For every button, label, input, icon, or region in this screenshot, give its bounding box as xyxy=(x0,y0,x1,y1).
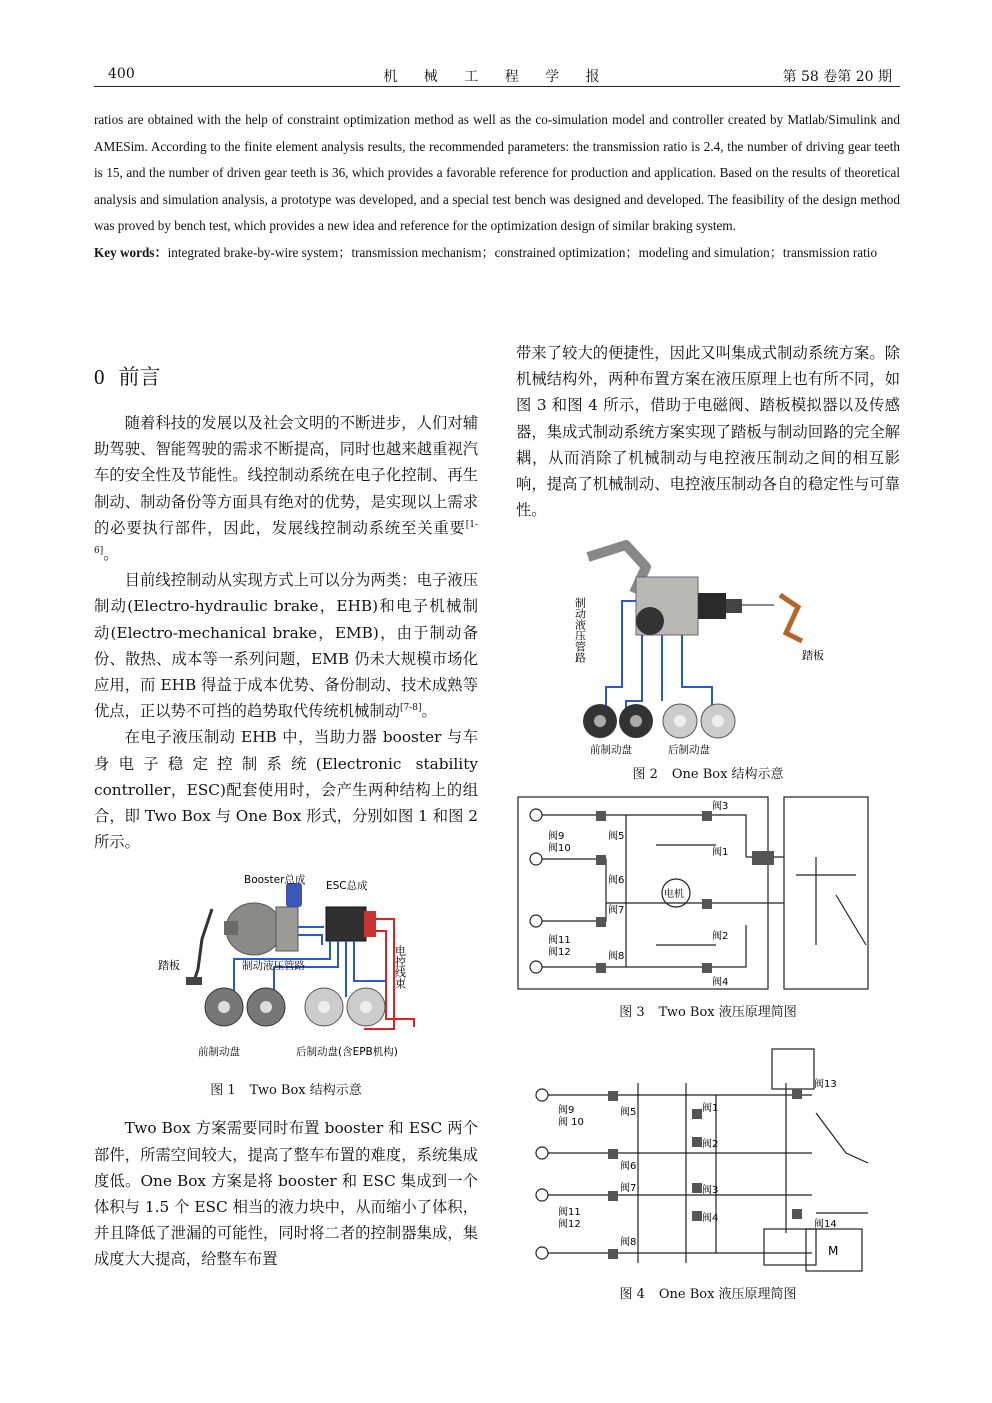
right-column xyxy=(516,340,900,1305)
fig3-v5-label: 阀5 xyxy=(608,831,625,843)
keywords-label: Key words： xyxy=(94,244,168,260)
citation-ref: [7-8] xyxy=(399,703,422,714)
volume-issue: 第 58 卷第 20 期 xyxy=(782,69,892,85)
left-column xyxy=(94,340,478,1273)
paragraph-1 xyxy=(94,410,478,567)
fig2-pipe-text: 制动液压管路 xyxy=(573,597,587,664)
two-box-structure-illustration xyxy=(94,869,478,1069)
fig4-v3-label: 阀3 xyxy=(702,1185,719,1197)
fig4-v9-label: 阀9 xyxy=(558,1105,575,1117)
paragraph-3: 在电子液压制动 EHB 中，当助力器 booster 与车身电子稳定控制系统(Electronic stability controller，ESC)配套使用时，会产生两种结构上的组合，即 Two Box 与 One Box 形式，分别如图 1 和图 2 所示。 xyxy=(94,728,478,852)
fig4-v13-label: 阀13 xyxy=(814,1079,837,1091)
running-head xyxy=(94,64,900,87)
fig2-rear-disc-label: 后制动盘 xyxy=(668,744,710,756)
figure-3-number: 图 3 xyxy=(619,1005,645,1021)
fig4-v12-label: 阀12 xyxy=(558,1219,581,1231)
figure-1-caption xyxy=(94,1081,478,1101)
citation-ref: [1-6] xyxy=(94,519,478,556)
two-box-hydraulic-schematic xyxy=(516,795,900,993)
fig4-motor-label: M xyxy=(828,1244,839,1259)
fig3-v11-label: 阀11 xyxy=(548,935,571,947)
figure-4-caption xyxy=(516,1285,900,1305)
keywords-text: integrated brake-by-wire system；transmission mechanism；constrained optimization；modeling and simulation；transmission ratio xyxy=(167,244,878,260)
one-box-hydraulic-schematic xyxy=(516,1043,900,1275)
fig3-v7-label: 阀7 xyxy=(608,905,625,917)
figure-3-title: Two Box 液压原理简图 xyxy=(658,1005,797,1021)
figure-1-number: 图 1 xyxy=(210,1083,236,1099)
figure-1-title: Two Box 结构示意 xyxy=(249,1083,362,1099)
fig3-v8-label: 阀8 xyxy=(608,951,625,963)
fig3-v6-label: 阀6 xyxy=(608,875,625,887)
fig4-v2-label: 阀2 xyxy=(702,1139,719,1151)
fig1-front-disc-label: 前制动盘 xyxy=(198,1046,240,1059)
paragraph-1-end: 。 xyxy=(103,545,119,564)
fig3-v12-label: 阀12 xyxy=(548,947,571,959)
section-heading xyxy=(94,362,478,392)
paragraph-5: 带来了较大的便捷性，因此又叫集成式制动系统方案。除机械结构外，两种布置方案在液压原理上也有所不同，如图 3 和图 4 所示，借助于电磁阀、踏板模拟器以及传感器，集成式制动系统方案实现了踏板与制动回路的完全解耦，从而消除了机械制动与电控液压制动之间的相互影响，提高了机械制动、电控液压制动各自的稳定性与可靠性。 xyxy=(516,344,900,520)
paragraph-2 xyxy=(94,567,478,724)
fig3-motor-label: 电机 xyxy=(664,889,684,901)
fig3-v9-label: 阀9 xyxy=(548,831,565,843)
fig4-v1-label: 阀1 xyxy=(702,1103,719,1115)
figure-2 xyxy=(516,537,900,785)
fig1-esc-label: ESC总成 xyxy=(326,880,368,893)
fig1-harness-text: 电控线束 xyxy=(393,945,407,990)
journal-name: 机 械 工 程 学 报 xyxy=(383,69,611,85)
section-number: 0 xyxy=(94,365,105,389)
figure-1 xyxy=(94,869,478,1101)
fig2-pedal-label: 踏板 xyxy=(802,649,824,663)
paragraph-2-text: 目前线控制动从实现方式上可以分为两类：电子液压制动(Electro-hydraulic brake，EHB)和电子机械制动(Electro-mechanical brake，EMB)，由于制动备份、散热、成本等一系列问题，EMB 仍未大规模市场化应用，而 EHB 得益于成本优势、备份制动、技术成熟等优点，正以势不可挡的趋势取代传统机械制动 xyxy=(94,571,478,721)
figure-4 xyxy=(516,1043,900,1305)
fig1-harness-label xyxy=(394,944,407,989)
fig3-v1-label: 阀1 xyxy=(712,847,729,859)
fig1-rear-disc-label: 后制动盘(含EPB机构) xyxy=(296,1046,398,1059)
fig4-v11-label: 阀11 xyxy=(558,1207,581,1219)
fig3-v3-label: 阀3 xyxy=(712,801,729,813)
fig2-pipe-label xyxy=(574,596,587,663)
keywords-line xyxy=(94,240,900,267)
figure-2-title: One Box 结构示意 xyxy=(671,767,784,783)
fig1-pedal-label: 踏板 xyxy=(158,959,180,973)
fig1-booster-label: Booster总成 xyxy=(244,874,306,887)
figure-4-number: 图 4 xyxy=(619,1287,645,1303)
fig4-v4-label: 阀4 xyxy=(702,1213,719,1225)
paragraph-4: Two Box 方案需要同时布置 booster 和 ESC 两个部件，所需空间较大，提高了整车布置的难度，系统集成度低。One Box 方案是将 booster 和 ESC 集成到一个体积与 1.5 个 ESC 相当的液力块中，从而缩小了体积，并且降低了泄漏的可能性，同时将二者的控制器集成，集成度大大提高，给整车布置 xyxy=(94,1119,478,1269)
paragraph-2-end: 。 xyxy=(421,702,437,721)
fig4-v14-label: 阀14 xyxy=(814,1219,837,1231)
abstract-text: ratios are obtained with the help of constraint optimization method as well as the co-simulation model and controller created by Matlab/Simulink and AMESim. According to the finite element analysis results, the recommended parameters: the transmission ratio is 2.4, the number of driving gear teeth is 15, and the number of driven gear teeth is 36, which provides a favorable reference for production and application. Based on the results of theoretical analysis and simulation analysis, a prototype was developed, and a special test bench was designed and developed. The feasibility of the design method was proved by bench test, which provides a new idea and reference for the optimization design of similar braking system. xyxy=(94,112,900,234)
fig4-v6-label: 阀6 xyxy=(620,1161,637,1173)
paragraph-1-text: 随着科技的发展以及社会文明的不断进步，人们对辅助驾驶、智能驾驶的需求不断提高，同时也越来越重视汽车的安全性及节能性。线控制动系统在电子化控制、再生制动、制动备份等方面具有绝对的优势，是实现以上需求的必要执行部件，因此，发展线控制动系统至关重要 xyxy=(94,414,478,537)
fig2-front-disc-label: 前制动盘 xyxy=(590,744,632,756)
fig4-v8-label: 阀8 xyxy=(620,1237,637,1249)
english-abstract xyxy=(94,107,900,267)
fig3-v10-label: 阀10 xyxy=(548,843,571,855)
figure-2-number: 图 2 xyxy=(632,767,658,783)
figure-4-title: One Box 液压原理简图 xyxy=(658,1287,797,1303)
fig3-v4-label: 阀4 xyxy=(712,977,729,989)
section-title: 前言 xyxy=(118,365,161,389)
page-number: 400 xyxy=(108,66,135,82)
figure-2-caption xyxy=(516,765,900,785)
figure-3-caption xyxy=(516,1003,900,1023)
fig1-pipe-label: 制动液压管路 xyxy=(242,960,305,973)
fig4-v5-label: 阀5 xyxy=(620,1107,637,1119)
one-box-structure-illustration xyxy=(516,537,900,755)
fig3-v2-label: 阀2 xyxy=(712,931,729,943)
fig4-v10-label: 阀 10 xyxy=(558,1117,584,1129)
figure-3 xyxy=(516,795,900,1023)
fig4-v7-label: 阀7 xyxy=(620,1183,637,1195)
